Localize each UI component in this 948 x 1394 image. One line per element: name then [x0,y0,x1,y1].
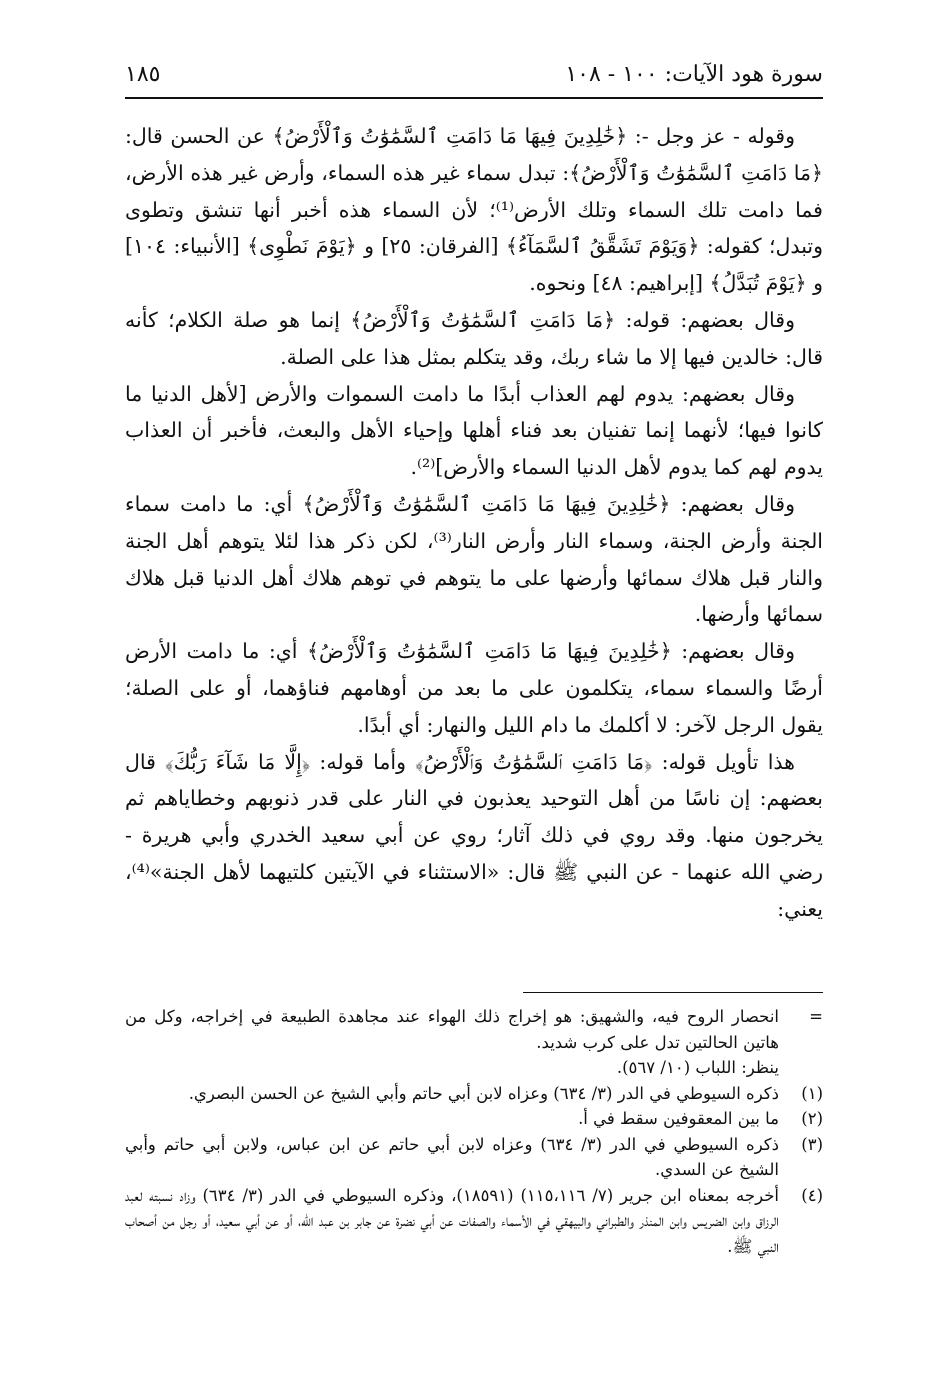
footnote-mark: = [809,1007,823,1026]
running-header [125,56,823,94]
footnotes [125,1004,823,1259]
footnote-separator [523,992,823,993]
footnote [125,1132,823,1183]
footnote-text: ينظر: اللباب (١٠/ ٥٦٧). [616,1058,779,1077]
footnote-mark: (٢) [801,1109,823,1128]
footnote [125,1081,823,1107]
footnote [125,1106,823,1132]
footnote [125,1055,823,1081]
footnote-text: انحصار الروح فيه، والشهيق: هو إخراج ذلك الهواء عند مجاهدة الطبيعة في إخراجه، وكل من هاتين الحالتين تدل على كرب شديد. [125,1007,779,1052]
footnote-text: ذكره السيوطي في الدر (٣/ ٦٣٤) وعزاه لابن أبي حاتم عن ابن عباس، ولابن أبي حاتم وأبي الشيخ عن السدي. [125,1134,779,1179]
paragraph: وقال بعضهم: ﴿خَٰلِدِينَ فِيهَا مَا دَامَتِ ٱلسَّمَٰوَٰتُ وَٱلْأَرْضُ﴾ أي: ما دامت الأرض أرضًا والسماء سماء، يتكلمون على ما بعد من أوهامهم فناؤهما، أو على الصلة؛ يقول الرجل لآخر: لا أكلمك ما دام الليل والنهار: أي أبدًا. [125,639,823,737]
paragraph: هذا تأويل قوله: ﴿مَا دَامَتِ ٱلسَّمَٰوَٰتُ وَٱلْأَرْضُ﴾ وأما قوله: ﴿إِلَّا مَا شَآءَ رَبُّكَ﴾ قال بعضهم: إن ناسًا من أهل التوحيد يعذبون في النار على قدر ذنوبهم وخطاياهم ثم يخرجون منها. وقد روي في ذلك آثار؛ روي عن أبي سعيد الخدري وأبي هريرة - رضي الله عنهما - عن النبي ﷺ قال: «الاستثناء في الآيتين كلتيهما لأهل الجنة»⁽⁴⁾، يعني: [125,749,823,921]
paragraph: وقال بعضهم: قوله: ﴿مَا دَامَتِ ٱلسَّمَٰوَٰتُ وَٱلْأَرْضُ﴾ إنما هو صلة الكلام؛ كأنه قال: خالدين فيها إلا ما شاء ربك، وقد يتكلم بمثل هذا على الصلة. [125,307,823,369]
page-number: ١٨٥ [125,62,161,87]
paragraph: وقال بعضهم: ﴿خَٰلِدِينَ فِيهَا مَا دَامَتِ ٱلسَّمَٰوَٰتُ وَٱلْأَرْضُ﴾ أي: ما دامت سماء الجنة وأرض الجنة، وسماء النار وأرض النار⁽³⁾، لكن ذكر هذا لئلا يتوهم أهل الجنة والنار قبل هلاك سمائها وأرضها على ما يتوهم في توهم هلاك أهل الدنيا قبل هلاك سمائها وأرضها. [125,491,824,627]
footnote [125,1004,823,1055]
paragraph: وقال بعضهم: يدوم لهم العذاب أبدًا ما دامت السموات والأرض [لأهل الدنيا ما كانوا فيها؛ لأنهما إنما تفنيان بعد فناء أهلها وإحياء الأهل والبعث، فأخبر أن العذاب يدوم لهم كما يدوم لأهل الدنيا السماء والأرض]⁽²⁾. [125,381,823,480]
footnote-text: أخرجه بمعناه ابن جرير (٧/ ١١٥،١١٦) (١٨٥٩١)، وذكره السيوطي في الدر (٣/ ٦٣٤) وزاد نسبته لعبد الرزاق وابن الضريس وابن المنذر والطبراني والبيهقي في الأسماء والصفات عن أبي نضرة عن جابر بن عبد الله، أو عن أبي سعيد، أو رجل من أصحاب النبي ﷺ. [125,1185,779,1256]
footnote-mark: (٣) [801,1134,823,1154]
footnote-text: ذكره السيوطي في الدر (٣/ ٦٣٤) وعزاه لابن أبي حاتم وأبي الشيخ عن الحسن البصري. [188,1083,779,1103]
paragraph: وقوله - عز وجل -: ﴿خَٰلِدِينَ فِيهَا مَا دَامَتِ ٱلسَّمَٰوَٰتُ وَٱلْأَرْضُ﴾ عن الحسن قال: ﴿مَا دَامَتِ ٱلسَّمَٰوَٰتُ وَٱلْأَرْضُ﴾: تبدل سماء غير هذه السماء، وأرض غير هذه الأرض، فما دامت تلك السماء وتلك الأرض⁽¹⁾؛ لأن السماء هذه أخبر أنها تنشق وتطوى وتبدل؛ كقوله: ﴿وَيَوْمَ تَشَقَّقُ ٱلسَّمَآءُ﴾ [الفرقان: ٢٥] و ﴿يَوْمَ نَطْوِى﴾ [الأنبياء: ١٠٤] و ﴿يَوْمَ تُبَدَّلُ﴾ [إبراهيم: ٤٨] ونحوه. [125,124,823,296]
header-title: سورة هود الآيات: ١٠٠ - ١٠٨ [565,62,823,87]
footnote [125,1183,823,1260]
header-rule [125,97,823,99]
footnote-mark: (٤) [801,1185,823,1205]
footnote-mark: (١) [801,1083,823,1103]
main-text [125,118,823,928]
footnote-text: ما بين المعقوفين سقط في أ. [578,1109,779,1128]
